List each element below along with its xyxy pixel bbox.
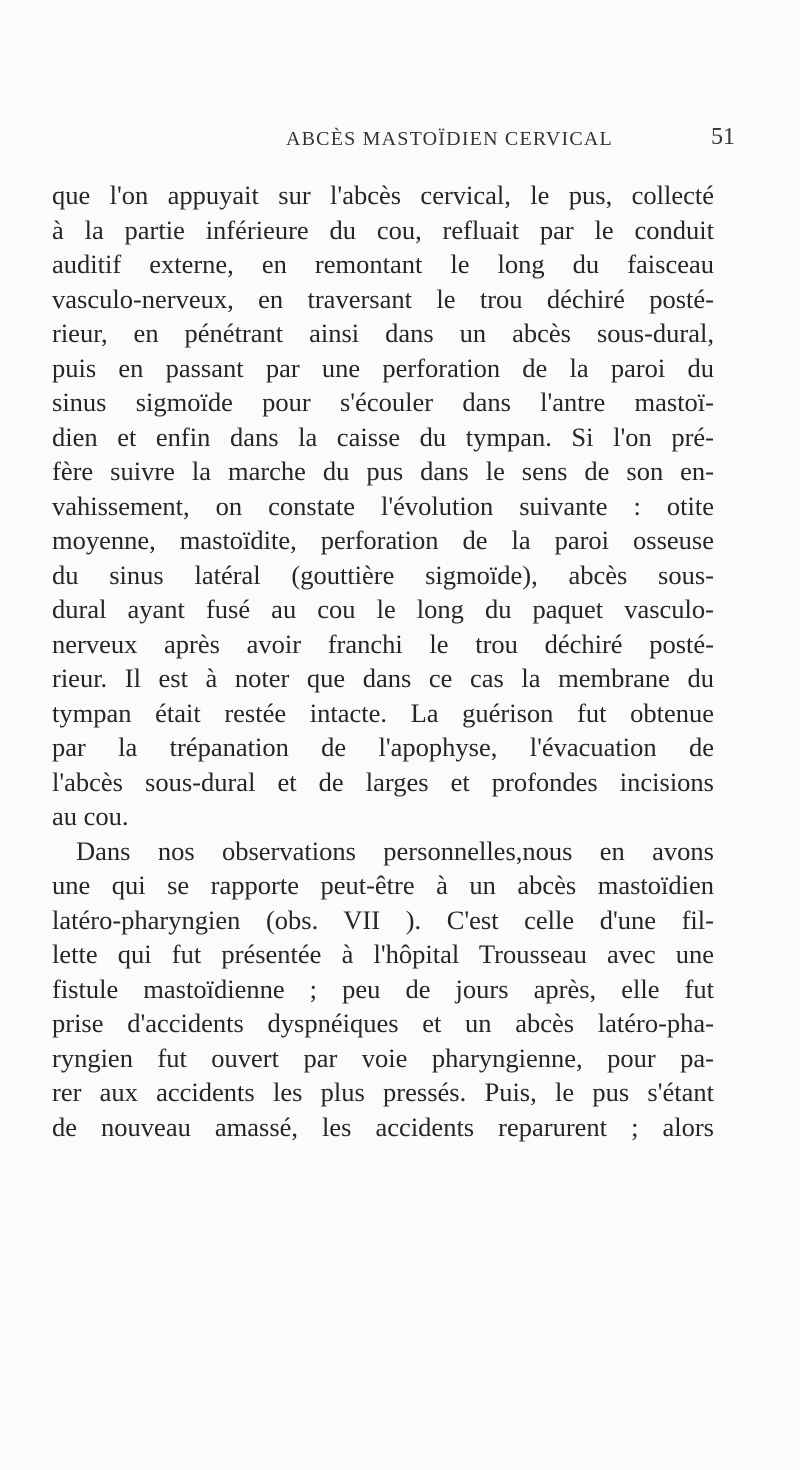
page-header — [0, 120, 800, 160]
running-head: ABCÈS MASTOÏDIEN CERVICAL — [286, 128, 613, 150]
text-line: de nouveau amassé, les accidents reparurent ; alors — [52, 1111, 714, 1142]
text-line: Dans nos observations personnelles,nous en avons — [76, 835, 714, 866]
text-line: l'abcès sous-dural et de larges et profondes incisions — [52, 766, 714, 797]
text-line: ryngien fut ouvert par voie pharyngienne, pour pa- — [52, 1042, 714, 1073]
text-line: dien et enfin dans la caisse du tympan. Si l'on pré- — [52, 421, 714, 452]
text-line: auditif externe, en remontant le long du faisceau — [52, 249, 714, 279]
text-line: une qui se rapporte peut-être à un abcès mastoïdien — [52, 870, 714, 900]
text-line: que l'on appuyait sur l'abcès cervical, le pus, collecté — [52, 180, 714, 210]
text-line: prise d'accidents dyspnéiques et un abcès latéro-pha- — [52, 1008, 714, 1038]
text-line: par la trépanation de l'apophyse, l'évacuation de — [52, 732, 714, 762]
text-line: nerveux après avoir franchi le trou déchiré posté- — [52, 628, 714, 659]
text-line: moyenne, mastoïdite, perforation de la paroi osseuse — [52, 525, 714, 555]
text-line: rieur, en pénétrant ainsi dans un abcès sous-dural, — [52, 318, 714, 348]
text-line: dural ayant fusé au cou le long du paquet vasculo- — [52, 594, 714, 624]
text-line: sinus sigmoïde pour s'écouler dans l'antre mastoï- — [52, 387, 714, 417]
text-line: au cou. — [52, 801, 129, 831]
text-line: fistule mastoïdienne ; peu de jours après, elle fut — [52, 973, 714, 1004]
text-line: du sinus latéral (gouttière sigmoïde), abcès sous- — [52, 559, 714, 590]
text-line: tympan était restée intacte. La guérison fut obtenue — [52, 697, 714, 728]
text-line: vahissement, on constate l'évolution suivante : otite — [52, 490, 714, 521]
text-line: rieur. Il est à noter que dans ce cas la membrane du — [52, 663, 714, 693]
text-line: puis en passant par une perforation de la paroi du — [52, 352, 714, 383]
body-text — [52, 178, 714, 1144]
text-line: rer aux accidents les plus pressés. Puis, le pus s'étant — [52, 1077, 714, 1107]
text-line: fère suivre la marche du pus dans le sens de son en- — [52, 456, 714, 486]
text-line: vasculo-nerveux, en traversant le trou déchiré posté- — [52, 283, 714, 314]
text-line: lette qui fut présentée à l'hôpital Trousseau avec une — [52, 939, 714, 969]
text-line: à la partie inférieure du cou, refluait par le conduit — [52, 214, 714, 245]
page-number: 51 — [711, 124, 735, 150]
text-line: latéro-pharyngien (obs. VII ). C'est celle d'une fil- — [52, 904, 714, 935]
